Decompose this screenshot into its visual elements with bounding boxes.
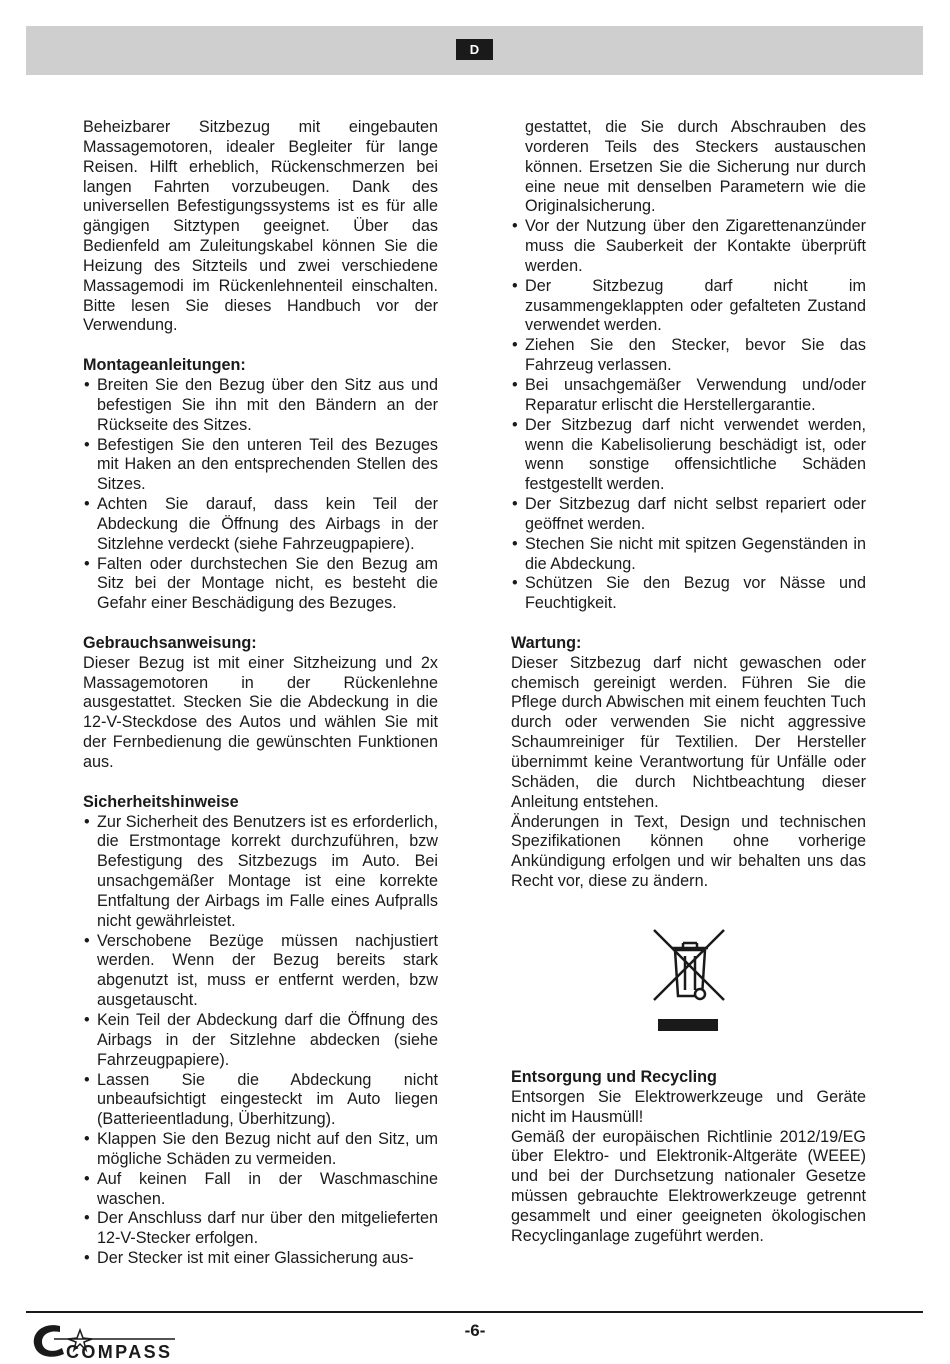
wartung-heading: Wartung: xyxy=(511,633,582,652)
recycling-heading: Entsorgung und Recycling xyxy=(511,1068,717,1086)
list-item: • Verschobene Bezüge müssen nachjustiert werden. Wenn der Bezug bereits stark abgenutzt ist, muss er entfernt werden, bzw ausgetauscht. xyxy=(83,932,438,1011)
list-item: • Der Sitzbezug darf nicht selbst repariert oder geöffnet werden. xyxy=(511,495,866,535)
right-column xyxy=(511,118,866,892)
brand-name: COMPASS xyxy=(66,1342,172,1362)
list-item: • Zur Sicherheit des Benutzers ist es erforderlich, die Erstmontage korrekt durchzuführen, bzw Befestigung des Sitzbezugs im Auto. Bei unsachgemäßer Montage ist eine korrekte Entfaltung der Airbags im Falle eines Aufpralls nicht gewährleistet. xyxy=(83,813,438,932)
gebrauch-paragraph: Dieser Bezug ist mit einer Sitzheizung und 2x Massagemotoren in der Rückenlehne ausgestattet. Stecken Sie die Abdeckung in die 12-V-Steckdose des Autos und wählen Sie mit der Fernbedienung die gewünschten Funktionen aus. xyxy=(83,653,438,771)
wartung-paragraph-2: Änderungen in Text, Design und technischen Spezifikationen können ohne vorherige Ankündigung erfolgen und wir behalten uns das Recht vor, diese zu ändern. xyxy=(511,812,866,891)
wartung-paragraph-1: Dieser Sitzbezug darf nicht gewaschen oder chemisch gereinigt werden. Führen Sie die Pflege durch Abwischen mit einem feuchten Tuch durch oder verwenden Sie nicht aggressive Schaumreiniger für Textilien. Der Hersteller übernimmt keine Verantwortung für Unfälle oder Schäden, die durch Nichtbeachtung dieser Anleitung entstehen. xyxy=(511,653,866,811)
list-item: • Vor der Nutzung über den Zigarettenanzünder muss die Sauberkeit der Kontakte überprüft werden. xyxy=(511,217,866,277)
footer-divider xyxy=(26,1311,923,1313)
list-item: • Klappen Sie den Bezug nicht auf den Sitz, um mögliche Schäden zu vermeiden. xyxy=(83,1130,438,1170)
list-item: • Der Anschluss darf nur über den mitgelieferten 12-V-Stecker erfolgen. xyxy=(83,1209,438,1249)
list-item: • Stechen Sie nicht mit spitzen Gegenständen in die Abdeckung. xyxy=(511,535,866,575)
compass-logo xyxy=(30,1318,180,1362)
list-item: • Schützen Sie den Bezug vor Nässe und Feuchtigkeit. xyxy=(511,574,866,614)
left-column xyxy=(83,118,438,1269)
list-item: • Befestigen Sie den unteren Teil des Bezuges mit Haken an den entsprechenden Stellen des Sitzes. xyxy=(83,436,438,496)
continued-item: gestattet, die Sie durch Abschrauben des vorderen Teils des Steckers austauschen können. Ersetzen Sie die Sicherung nur durch eine neue mit denselben Parametern wie die Originalsicherung. xyxy=(525,118,866,216)
list-item: • Auf keinen Fall in der Waschmaschine waschen. xyxy=(83,1170,438,1210)
list-item: • Falten oder durchstechen Sie den Bezug am Sitz bei der Montage nicht, es besteht die Gefahr einer Beschädigung des Bezuges. xyxy=(83,555,438,615)
page-number: -6- xyxy=(464,1321,486,1340)
list-item: • Breiten Sie den Bezug über den Sitz aus und befestigen Sie ihn mit den Bändern an der Rückseite des Sitzes. xyxy=(83,376,438,436)
weee-crossed-bin-icon xyxy=(650,926,730,1036)
sicherheit-list xyxy=(83,813,438,1269)
recycling-paragraph-2: Gemäß der europäischen Richtlinie 2012/19/EG über Elektro- und Elektronik-Altgeräte (WEEE) und bei der Durchsetzung nationaler Gesetze müssen gebrauchte Elektrowerkzeuge getrennt gesammelt und einer geeigneten ökologischen Recyclinganlage zugeführt werden. xyxy=(511,1127,866,1245)
montage-list xyxy=(83,376,438,614)
intro-paragraph: Beheizbarer Sitzbezug mit eingebauten Massagemotoren, idealer Begleiter für lange Reisen. Hilft erheblich, Rückenschmerzen bei langen Fahrten vorzubeugen. Dank des universellen Befestigungssystems ist es für alle gängigen Sitztypen geeignet. Über das Bedienfeld am Zuleitungskabel können Sie die Heizung des Sitzteils und zwei verschiedene Massagemodi im Rückenlehnenteil einschalten. Bitte lesen Sie dieses Handbuch vor der Verwendung. xyxy=(83,118,438,335)
recycling-paragraph-1: Entsorgen Sie Elektrowerkzeuge und Geräte nicht im Hausmüll! xyxy=(511,1087,866,1126)
montage-heading: Montageanleitungen: xyxy=(83,356,246,375)
recycling-section xyxy=(511,1068,866,1247)
list-item: • Der Sitzbezug darf nicht im zusammengeklappten oder gefalteten Zustand verwendet werden. xyxy=(511,277,866,337)
language-badge: D xyxy=(456,39,493,60)
list-item: • Lassen Sie die Abdeckung nicht unbeaufsichtigt eingesteckt im Auto liegen (Batterieentladung, Überhitzung). xyxy=(83,1071,438,1131)
list-item: • Bei unsachgemäßer Verwendung und/oder Reparatur erlischt die Herstellergarantie. xyxy=(511,376,866,416)
sicherheit-list-continued xyxy=(511,217,866,614)
list-item: • Der Stecker ist mit einer Glassicherung aus- xyxy=(83,1249,438,1269)
list-item: • Ziehen Sie den Stecker, bevor Sie das Fahrzeug verlassen. xyxy=(511,336,866,376)
list-item: • Der Sitzbezug darf nicht verwendet werden, wenn die Kabelisolierung beschädigt ist, oder wenn sonstige offensichtliche Schäden festgestellt werden. xyxy=(511,416,866,495)
list-item: • Kein Teil der Abdeckung darf die Öffnung des Airbags in der Sitzlehne abdecken (siehe Fahrzeugpapiere). xyxy=(83,1011,438,1071)
list-item: • Achten Sie darauf, dass kein Teil der Abdeckung die Öffnung des Airbags in der Sitzlehne verdeckt (siehe Fahrzeugpapiere). xyxy=(83,495,438,555)
sicherheit-heading: Sicherheitshinweise xyxy=(83,792,239,811)
gebrauch-heading: Gebrauchsanweisung: xyxy=(83,633,257,652)
